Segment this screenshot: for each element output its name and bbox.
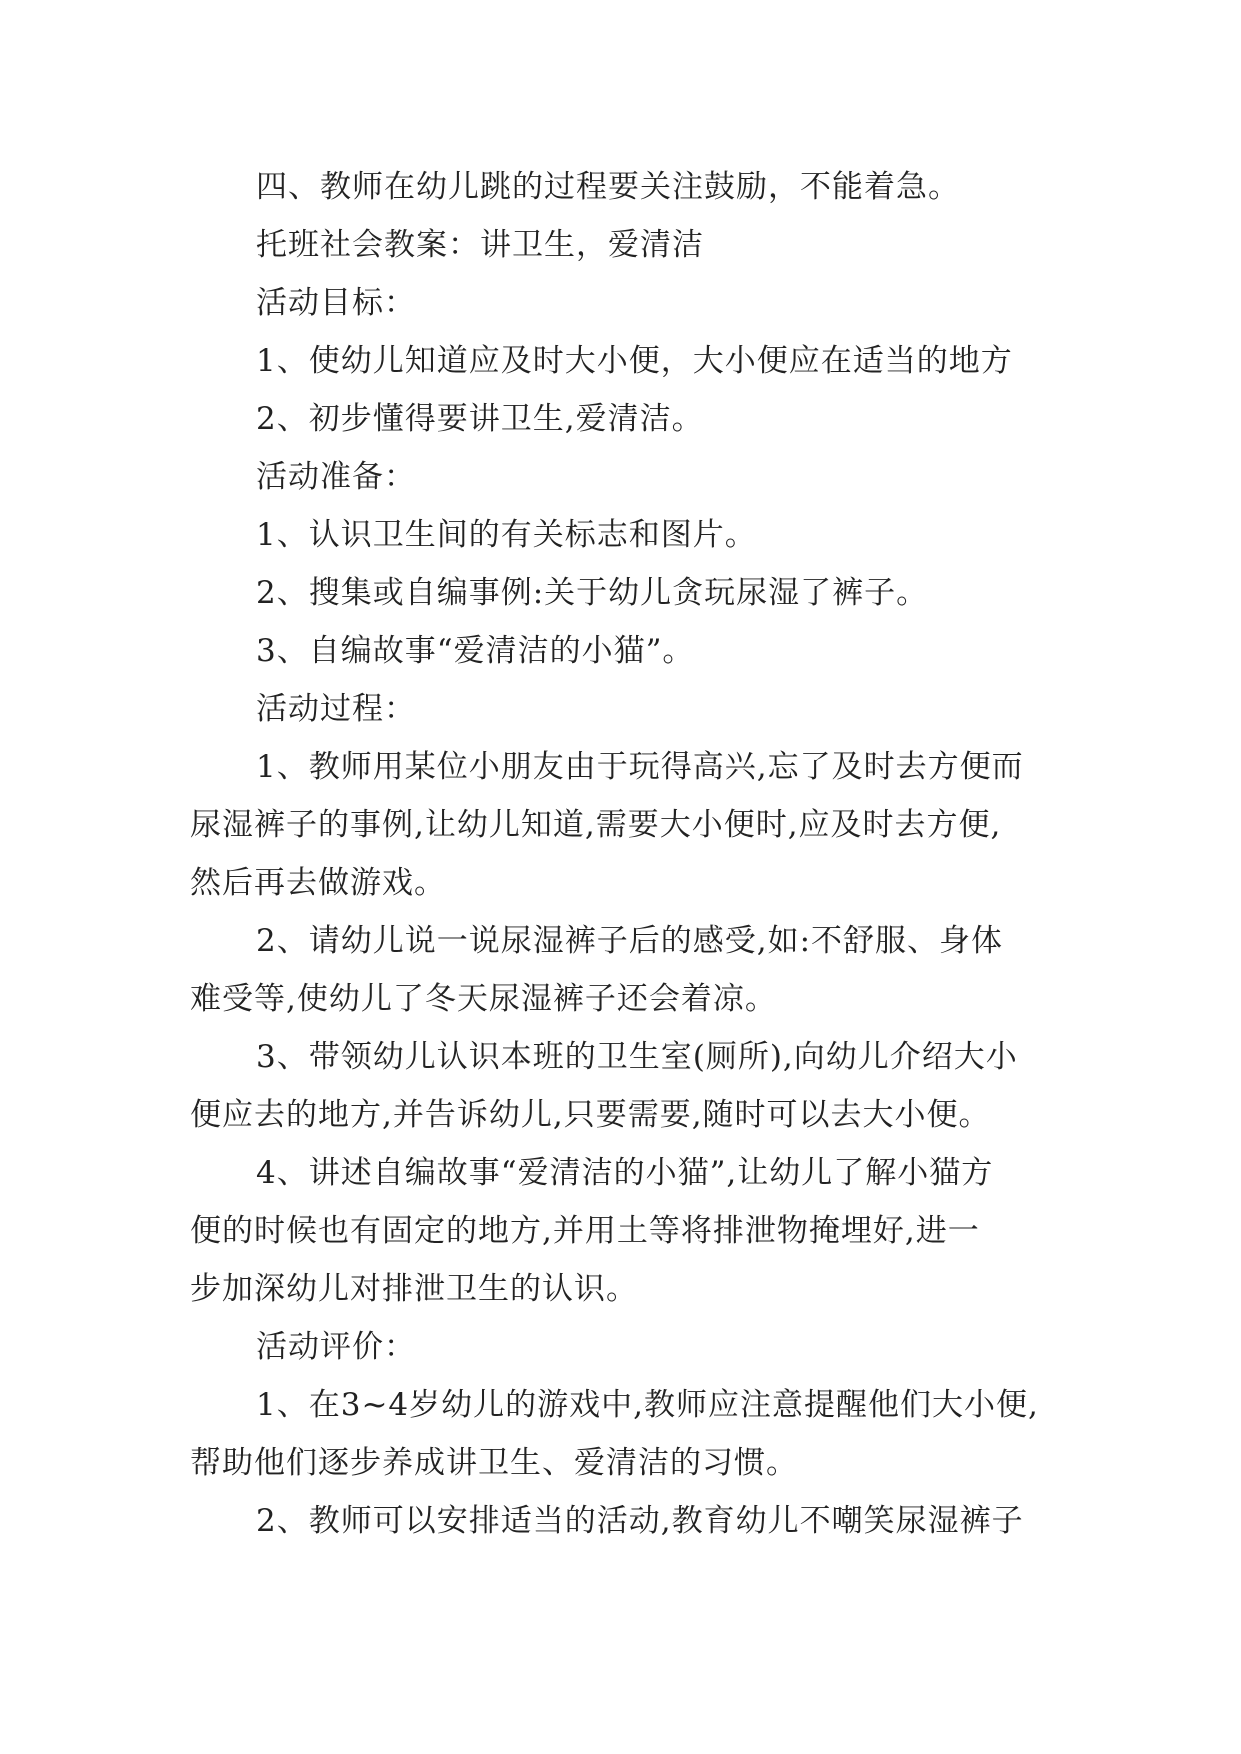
paragraph-line: 帮助他们逐步养成讲卫生、爱清洁的习惯。 [190,1445,798,1481]
paragraph-line: 然后再去做游戏。 [190,865,446,901]
paragraph-line: 3、带领幼儿认识本班的卫生室(厕所),向幼儿介绍大小 [256,1039,1018,1075]
document-body [190,158,1060,1550]
section-heading: 托班社会教案：讲卫生，爱清洁 [256,227,704,263]
paragraph-line: 4、讲述自编故事“爱清洁的小猫”,让幼儿了解小猫方 [256,1155,994,1191]
paragraph-line: 便的时候也有固定的地方,并用土等将排泄物掩埋好,进一 [190,1213,980,1249]
paragraph-line: 尿湿裤子的事例,让幼儿知道,需要大小便时,应及时去方便, [190,807,1002,843]
paragraph-line: 2、请幼儿说一说尿湿裤子后的感受,如:不舒服、身体 [256,923,1004,959]
paragraph-line: 2、初步懂得要讲卫生,爱清洁。 [256,401,704,437]
paragraph-line: 3、自编故事“爱清洁的小猫”。 [256,633,695,669]
paragraph-line: 便应去的地方,并告诉幼儿,只要需要,随时可以去大小便。 [190,1097,991,1133]
paragraph-line: 2、教师可以安排适当的活动,教育幼儿不嘲笑尿湿裤子 [256,1503,1024,1539]
paragraph-line: 1、使幼儿知道应及时大小便，大小便应在适当的地方 [256,343,1013,379]
subheading-activity-process: 活动过程： [256,691,416,727]
subheading-activity-goals: 活动目标： [256,285,416,321]
paragraph-line: 2、搜集或自编事例:关于幼儿贪玩尿湿了裤子。 [256,575,929,611]
subheading-activity-evaluation: 活动评价： [256,1329,416,1365]
paragraph-line: 步加深幼儿对排泄卫生的认识。 [190,1271,638,1307]
paragraph-line: 1、教师用某位小朋友由于玩得高兴,忘了及时去方便而 [256,749,1024,785]
paragraph-line: 1、在3~4岁幼儿的游戏中,教师应注意提醒他们大小便, [256,1387,1039,1423]
subheading-activity-preparation: 活动准备： [256,459,416,495]
paragraph-line: 难受等,使幼儿了冬天尿湿裤子还会着凉。 [190,981,777,1017]
paragraph-line: 1、认识卫生间的有关标志和图片。 [256,517,757,553]
paragraph-line: 四、教师在幼儿跳的过程要关注鼓励，不能着急。 [256,169,960,205]
